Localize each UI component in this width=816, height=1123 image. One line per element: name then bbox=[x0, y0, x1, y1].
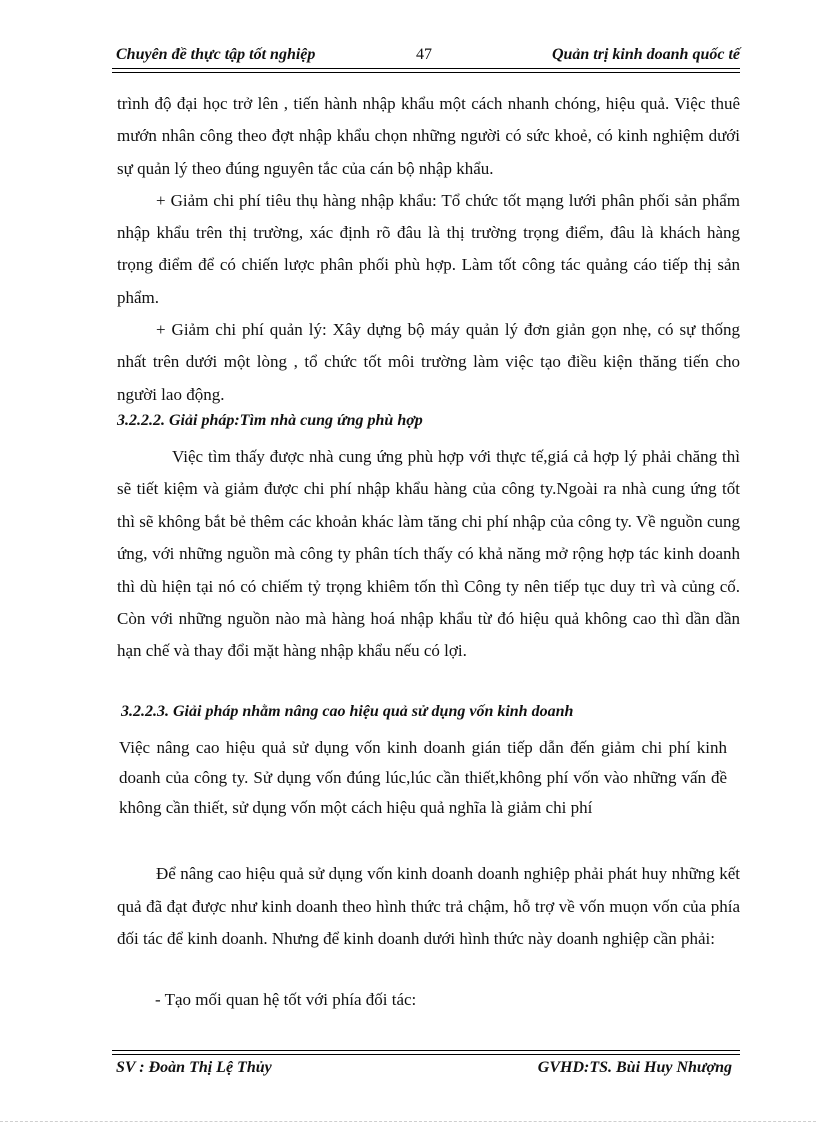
body-section-cost-reduction bbox=[117, 88, 740, 411]
header-document-title: Chuyên đề thực tập tốt nghiệp bbox=[116, 46, 316, 63]
paragraph-capital-measures: Để nâng cao hiệu quả sử dụng vốn kinh doanh doanh nghiệp phải phát huy những kết quả đã đạt được như kinh doanh theo hình thức trả chậm, hỗ trợ về vốn muọn vốn của phía đối tác để kinh doanh. Nhưng để kinh doanh dưới hình thức này doanh nghiệp cần phải: bbox=[117, 864, 740, 948]
page-header bbox=[112, 40, 740, 72]
paragraph-staffing: trình độ đại học trở lên , tiến hành nhập khẩu một cách nhanh chóng, hiệu quả. Việc thuê mướn nhân công theo đợt nhập khẩu chọn những người có sức khoẻ, có kinh nghiệm dưới sự quản lý theo đúng nguyên tắc của cán bộ nhập khẩu. bbox=[117, 94, 740, 178]
section-heading-capital: 3.2.2.3. Giải pháp nhằm nâng cao hiệu quả sử dụng vốn kinh doanh bbox=[121, 703, 574, 720]
paragraph-supplier: Việc tìm thấy được nhà cung ứng phù hợp với thực tế,giá cả hợp lý phải chăng thì sẽ tiết kiệm và giảm được chi phí nhập khẩu hàng của công ty.Ngoài ra nhà cung ứng tốt thì sẽ không bắt bẻ thêm các khoản khác làm tăng chi phí nhập của công ty. Về nguồn cung ứng, với những nguồn mà công ty phân tích thấy có khả năng mở rộng hợp tác kinh doanh thì dù hiện tại nó có chiếm tỷ trọng khiêm tốn thì Công ty nên tiếp tục duy trì và củng cố. Còn với những nguồn nào mà hàng hoá nhập khẩu từ đó hiệu quả không cao thì dần dần hạn chế và thay đổi mặt hàng nhập khẩu nếu có lợi. bbox=[117, 447, 740, 661]
bullet-item bbox=[155, 990, 735, 1010]
footer-advisor: GVHD:TS. Bùi Huy Nhượng bbox=[537, 1059, 732, 1076]
page-edge-divider bbox=[0, 1121, 816, 1122]
header-subject: Quản trị kinh doanh quốc tế bbox=[551, 46, 740, 63]
paragraph-management-costs: + Giảm chi phí quản lý: Xây dựng bộ máy quản lý đơn giản gọn nhẹ, có sự thống nhất trên dưới một lòng , tổ chức tốt môi trường làm việc tạo điều kiện thăng tiến cho người lao động. bbox=[117, 320, 740, 404]
paragraph-capital-efficiency: Việc nâng cao hiệu quả sử dụng vốn kinh doanh gián tiếp dẫn đến giảm chi phí kinh doanh của công ty. Sử dụng vốn đúng lúc,lúc cần thiết,không phí vốn vào những vấn đề không cần thiết, sử dụng vốn một cách hiệu quả nghĩa là giảm chi phí bbox=[119, 738, 727, 817]
page-number: 47 bbox=[416, 46, 432, 63]
body-section-capital-intro bbox=[119, 733, 727, 823]
footer-student: SV : Đoàn Thị Lệ Thủy bbox=[116, 1059, 272, 1076]
page-footer bbox=[112, 1050, 740, 1090]
paragraph-distribution-costs: + Giảm chi phí tiêu thụ hàng nhập khẩu: Tổ chức tốt mạng lưới phân phối sản phẩm nhập khẩu trên thị trường, xác định rõ đâu là thị trường trọng điểm, đâu là khách hàng trọng điểm để có chiến lược phân phối phù hợp. Làm tốt công tác quảng cáo tiếp thị sản phẩm. bbox=[117, 190, 740, 307]
header-rule-thin bbox=[112, 72, 740, 73]
body-section-capital-detail bbox=[117, 858, 740, 956]
header-rule bbox=[112, 68, 740, 69]
section-heading-supplier: 3.2.2.2. Giải pháp:Tìm nhà cung ứng phù hợp bbox=[117, 412, 423, 429]
footer-rule bbox=[112, 1054, 740, 1055]
bullet-partner-relations: - Tạo mối quan hệ tốt với phía đối tác: bbox=[155, 990, 417, 1009]
body-section-supplier bbox=[117, 441, 740, 668]
footer-rule-thin bbox=[112, 1050, 740, 1051]
